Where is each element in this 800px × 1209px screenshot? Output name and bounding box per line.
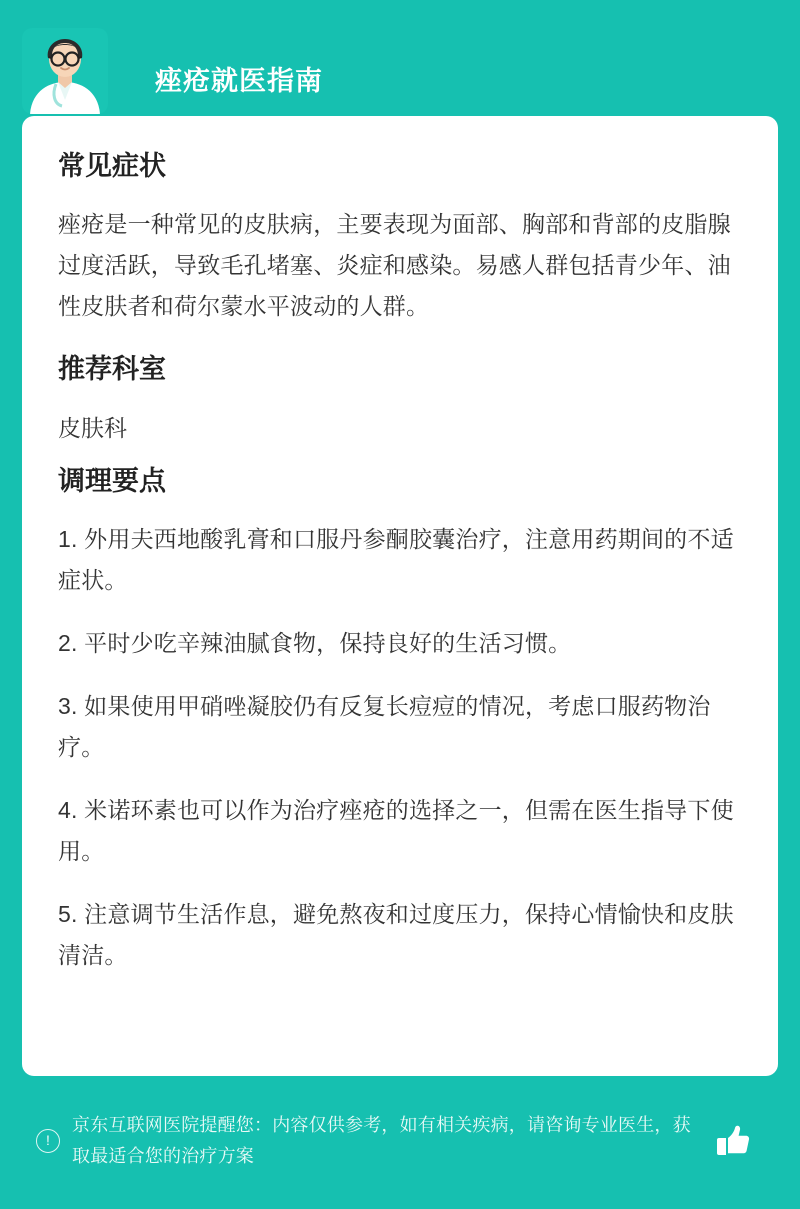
tip-item-3: 3. 如果使用甲硝唑凝胶仍有反复长痘痘的情况，考虑口服药物治疗。 xyxy=(58,693,711,761)
disclaimer-text: 京东互联网医院提醒您：内容仅供参考，如有相关疾病，请咨询专业医生，获取最适合您的治疗方案 xyxy=(72,1115,691,1166)
footer-disclaimer-bar xyxy=(22,1098,778,1184)
content-card xyxy=(22,116,778,1076)
section-heading-tips: 调理要点 xyxy=(58,465,166,496)
section-body-department: 皮肤科 xyxy=(58,414,127,441)
section-heading-department: 推荐科室 xyxy=(58,354,166,385)
page-header xyxy=(22,24,778,98)
section-heading-symptoms: 常见症状 xyxy=(58,151,166,181)
page-title: 痤疮就医指南 xyxy=(155,66,323,96)
thumbs-up-icon[interactable] xyxy=(714,1122,752,1160)
tip-item-5: 5. 注意调节生活作息，避免熬夜和过度压力，保持心情愉快和皮肤清洁。 xyxy=(58,901,734,969)
doctor-avatar-icon xyxy=(22,28,108,114)
info-icon: ! xyxy=(36,1129,60,1153)
section-body-symptoms: 痤疮是一种常见的皮肤病，主要表现为面部、胸部和背部的皮脂腺过度活跃，导致毛孔堵塞、炎症和感染。易感人群包括青少年、油性皮肤者和荷尔蒙水平波动的人群。 xyxy=(58,211,731,320)
tip-item-2: 2. 平时少吃辛辣油腻食物，保持良好的生活习惯。 xyxy=(58,630,572,657)
tip-item-4: 4. 米诺环素也可以作为治疗痤疮的选择之一，但需在医生指导下使用。 xyxy=(58,797,734,865)
tip-item-1: 1. 外用夫西地酸乳膏和口服丹参酮胶囊治疗，注意用药期间的不适症状。 xyxy=(58,526,734,594)
